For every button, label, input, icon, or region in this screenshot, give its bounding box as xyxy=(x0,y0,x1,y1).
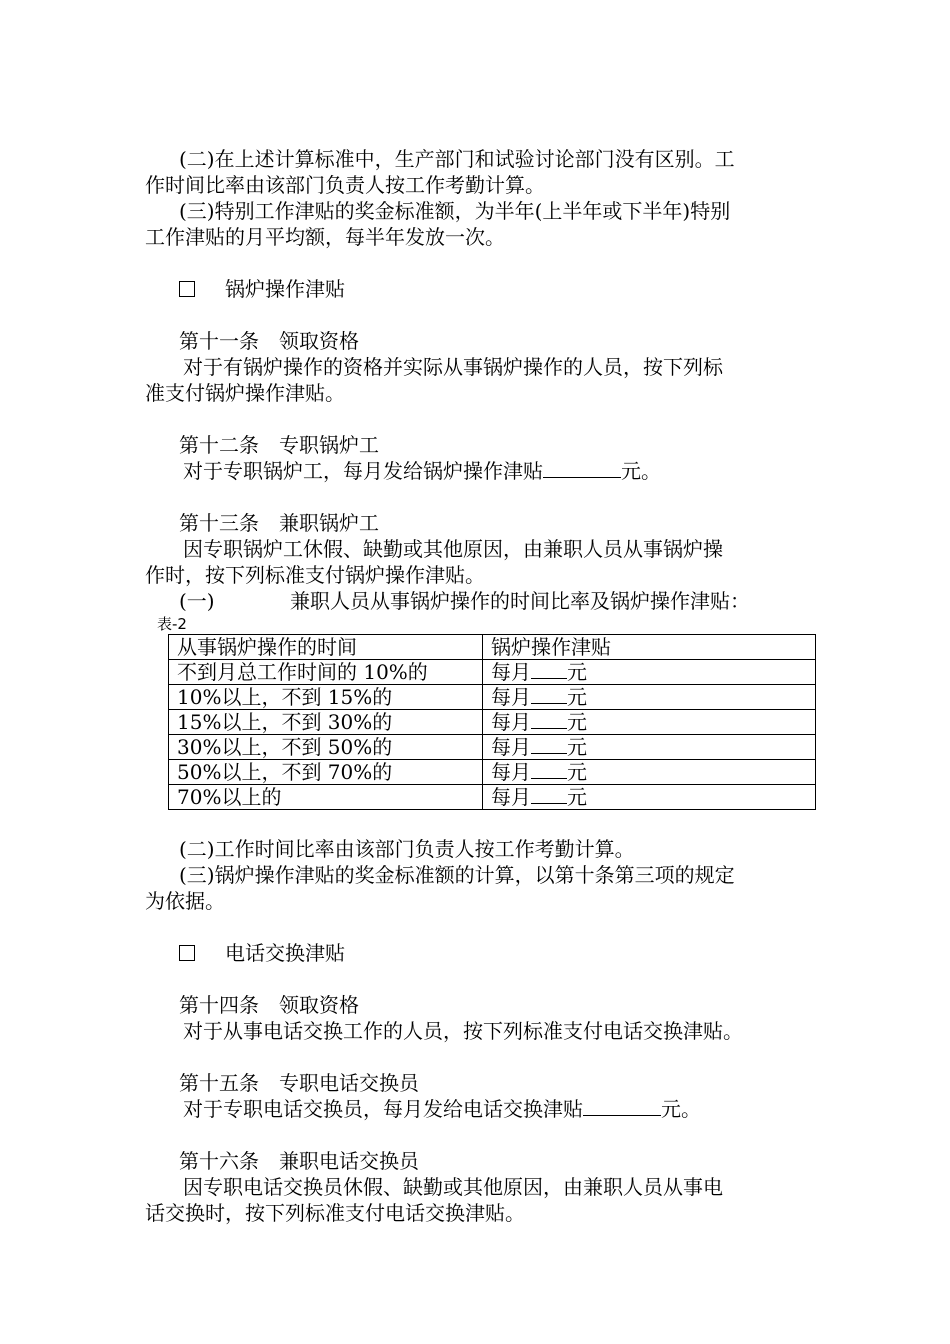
table-cell-allowance: 每月 元 xyxy=(483,660,816,685)
boiler-allowance-table xyxy=(168,634,816,810)
article-13-item-2: (二)工作时间比率由该部门负责人按工作考勤计算。 xyxy=(179,837,635,861)
table-cell-allowance: 每月 元 xyxy=(483,685,816,710)
table-header-cell: 锅炉操作津贴 xyxy=(483,635,816,660)
table-row xyxy=(169,785,816,810)
article-16-line-2: 话交换时，按下列标准支付电话交换津贴。 xyxy=(145,1201,525,1225)
table-row xyxy=(169,660,816,685)
table-header-cell: 从事锅炉操作的时间 xyxy=(169,635,483,660)
table-row xyxy=(169,710,816,735)
article-12-title: 第十二条 专职锅炉工 xyxy=(179,433,379,457)
section-title: 锅炉操作津贴 xyxy=(225,277,345,301)
checkbox-square-icon xyxy=(179,281,195,297)
table-header-row xyxy=(169,635,816,660)
table-cell-allowance: 每月 元 xyxy=(483,785,816,810)
table-caption: 表-2 xyxy=(157,615,187,633)
article-14-title: 第十四条 领取资格 xyxy=(179,993,359,1017)
table-cell-allowance: 每月 元 xyxy=(483,735,816,760)
table-cell-allowance: 每月 元 xyxy=(483,710,816,735)
table-cell-time: 70%以上的 xyxy=(169,785,483,810)
table-row xyxy=(169,735,816,760)
article-11-line-1: 对于有锅炉操作的资格并实际从事锅炉操作的人员，按下列标 xyxy=(183,355,723,379)
table-row xyxy=(169,760,816,785)
article-13-item-3-line-2: 为依据。 xyxy=(145,889,225,913)
article-13-title: 第十三条 兼职锅炉工 xyxy=(179,511,379,535)
table-cell-time: 15%以上，不到 30%的 xyxy=(169,710,483,735)
section-title: 电话交换津贴 xyxy=(225,941,345,965)
para-3-line-1: (三)特别工作津贴的奖金标准额，为半年(上半年或下半年)特别 xyxy=(179,199,731,223)
para-2-line-2: 作时间比率由该部门负责人按工作考勤计算。 xyxy=(145,173,545,197)
document-page xyxy=(145,146,820,1226)
article-13-line-2: 作时，按下列标准支付锅炉操作津贴。 xyxy=(145,563,485,587)
article-15-title: 第十五条 专职电话交换员 xyxy=(179,1071,419,1095)
article-13-item-3-line-1: (三)锅炉操作津贴的奖金标准额的计算，以第十条第三项的规定 xyxy=(179,863,735,887)
table-row xyxy=(169,685,816,710)
table-cell-time: 30%以上，不到 50%的 xyxy=(169,735,483,760)
para-2-line-1: (二)在上述计算标准中，生产部门和试验讨论部门没有区别。工 xyxy=(179,147,735,171)
article-14-text: 对于从事电话交换工作的人员，按下列标准支付电话交换津贴。 xyxy=(183,1019,743,1043)
table-cell-time: 50%以上，不到 70%的 xyxy=(169,760,483,785)
article-16-title: 第十六条 兼职电话交换员 xyxy=(179,1149,419,1173)
article-11-line-2: 准支付锅炉操作津贴。 xyxy=(145,381,345,405)
article-15-text: 对于专职电话交换员，每月发给电话交换津贴 元。 xyxy=(183,1097,701,1121)
article-16-line-1: 因专职电话交换员休假、缺勤或其他原因，由兼职人员从事电 xyxy=(183,1175,723,1199)
article-13-line-1: 因专职锅炉工休假、缺勤或其他原因，由兼职人员从事锅炉操 xyxy=(183,537,723,561)
table-cell-time: 不到月总工作时间的 10%的 xyxy=(169,660,483,685)
para-3-line-2: 工作津贴的月平均额，每半年发放一次。 xyxy=(145,225,505,249)
checkbox-square-icon xyxy=(179,945,195,961)
article-12-text: 对于专职锅炉工，每月发给锅炉操作津贴 元。 xyxy=(183,459,661,483)
section-heading-boiler xyxy=(145,276,820,302)
table-cell-time: 10%以上，不到 15%的 xyxy=(169,685,483,710)
article-11-title: 第十一条 领取资格 xyxy=(179,329,359,353)
section-heading-phone xyxy=(145,940,820,966)
table-cell-allowance: 每月 元 xyxy=(483,760,816,785)
article-13-item-1: (一) 兼职人员从事锅炉操作的时间比率及锅炉操作津贴： xyxy=(179,589,750,613)
